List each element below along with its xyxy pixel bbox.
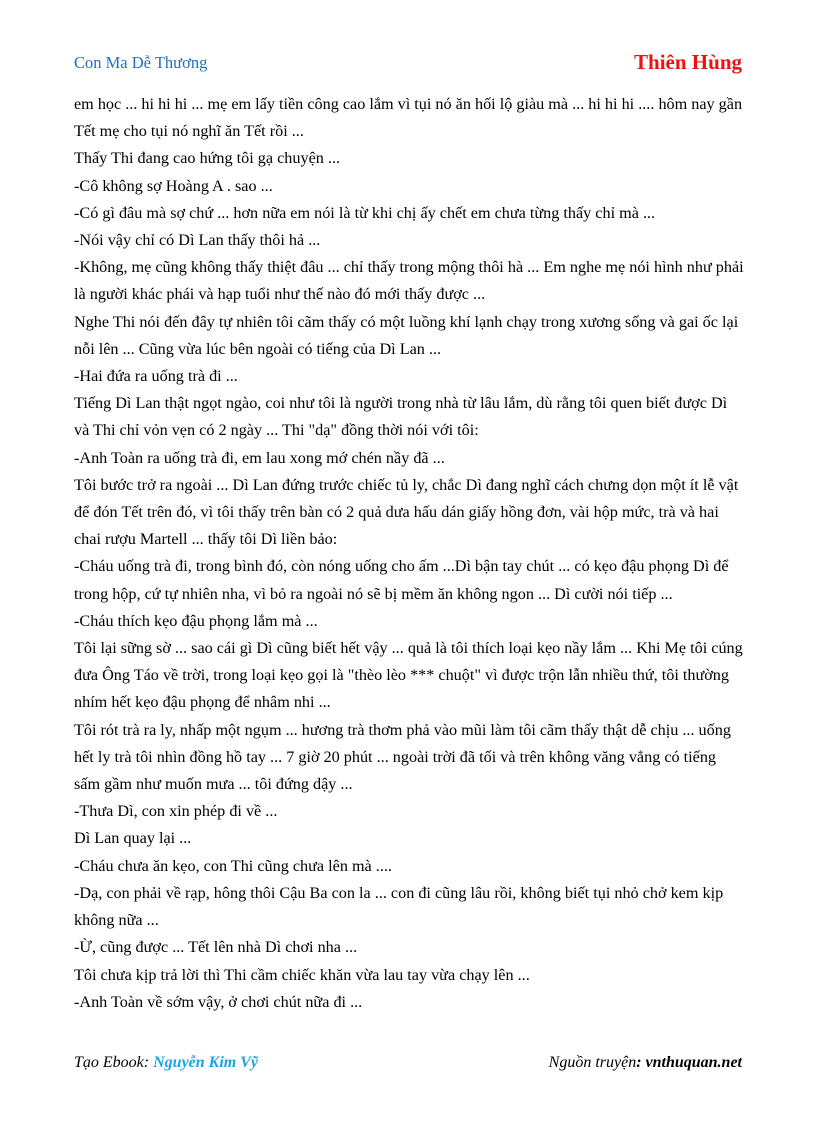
source-site: vnthuquan.net [645,1054,742,1071]
creator-name: Nguyễn Kim Vỹ [153,1054,258,1071]
paragraph: Nghe Thi nói đến đây tự nhiên tôi cãm thấy có một luồng khí lạnh chạy trong xương sống và gai ốc lại nỗi lên ... Cũng vừa lúc bên ngoài có tiếng của Dì Lan ... [74,312,739,358]
paragraph: -Cháu thích kẹo đậu phọng lắm mà ... [74,611,318,630]
paragraph: -Hai đứa ra uống trà đi ... [74,367,238,386]
paragraph: -Nói vậy chỉ có Dì Lan thấy thôi hả ... [74,231,321,250]
source-separator: : [636,1054,646,1071]
paragraph: Tôi rót trà ra ly, nhấp một ngụm ... hương trà thơm phả vào mũi làm tôi cãm thấy thật dễ chịu ... uống hết ly trà tôi nhìn đồng hồ tay ... 7 giờ 20 phút ... ngoài trời đã tối và trên không văng vẳng có tiếng sấm gầm như muốn mưa ... tôi đứng dậy ... [74,720,731,794]
paragraph: Tôi bước trở ra ngoài ... Dì Lan đứng trước chiếc tủ ly, chắc Dì đang nghĩ cách chưng dọn một ít lễ vật để đón Tết trên đó, vì tôi thấy trên bàn có 2 quả dưa hấu dán giấy hồng đơn, vài hộp mức, trà và hai chai rượu Martell ... thấy tôi Dì liền bảo: [74,475,739,549]
paragraph: -Ừ, cũng được ... Tết lên nhà Dì chơi nha ... [74,938,358,957]
paragraph: Tiếng Dì Lan thật ngọt ngào, coi như tôi là người trong nhà từ lâu lắm, dù rằng tôi quen biết được Dì và Thi chỉ vỏn vẹn có 2 ngày ... Thi "dạ" đồng thời nói với tôi: [74,394,728,440]
paragraph: em học ... hi hi hi ... mẹ em lấy tiền công cao lắm vì tụi nó ăn hối lộ giàu mà ... hi hi hi .... hôm nay gần Tết mẹ cho tụi nó nghĩ ăn Tết rồi ... [74,95,743,141]
paragraph: -Cháu uống trà đi, trong bình đó, còn nóng uống cho ấm ...Dì bận tay chút ... có kẹo đậu phọng Dì để trong hộp, cứ tự nhiên nha, vì bỏ ra ngoài nó sẽ bị mềm ăn không ngon ... Dì cười nói tiếp ... [74,557,729,603]
creator-label: Tạo Ebook [74,1054,144,1071]
story-body [74,91,746,1016]
paragraph: Tôi chưa kịp trả lời thì Thi cầm chiếc khăn vừa lau tay vừa chạy lên ... [74,965,530,984]
paragraph: -Anh Toàn ra uống trà đi, em lau xong mớ chén nầy đã ... [74,448,445,467]
creator-separator: : [143,1054,154,1071]
paragraph: -Anh Toàn về sớm vậy, ở chơi chút nữa đi ... [74,992,363,1011]
paragraph: -Cháu chưa ăn kẹo, con Thi cũng chưa lên mà .... [74,856,392,875]
page-header [74,50,742,78]
page-footer [74,1054,742,1078]
paragraph: Dì Lan quay lại ... [74,829,192,848]
book-title: Con Ma Dễ Thương [74,53,208,72]
paragraph: Tôi lại sững sờ ... sao cái gì Dì cũng biết hết vậy ... quả là tôi thích loại kẹo nầy lắm ... Khi Mẹ tôi cúng đưa Ông Táo về trời, trong loại kẹo gọi là "thèo lèo *** chuột" vì được trộn lẫn nhiều thứ, tôi thường nhím hết kẹo đậu phọng để nhâm nhi ... [74,639,743,712]
paragraph: -Thưa Dì, con xin phép đi về ... [74,802,278,821]
author-name: Thiên Hùng [634,50,742,74]
source-label: Nguồn truyện [548,1054,637,1071]
paragraph: -Không, mẹ cũng không thấy thiệt đâu ... chỉ thấy trong mộng thôi hà ... Em nghe mẹ nói hình như phải là người khác phái và hạp tuổi như thế nào đó mới thấy được ... [74,258,744,304]
paragraph: Thấy Thi đang cao hứng tôi gạ chuyện ... [74,149,341,168]
paragraph: -Có gì đâu mà sợ chứ ... hơn nữa em nói là từ khi chị ấy chết em chưa từng thấy chỉ mà ... [74,203,656,222]
paragraph: -Dạ, con phải về rạp, hông thôi Cậu Ba con la ... con đi cũng lâu rồi, không biết tụi nhỏ chở kem kịp không nữa ... [74,883,724,930]
source-credit [549,1054,742,1072]
ebook-credit [74,1054,258,1072]
paragraph: -Cô không sợ Hoàng A . sao ... [74,176,273,195]
